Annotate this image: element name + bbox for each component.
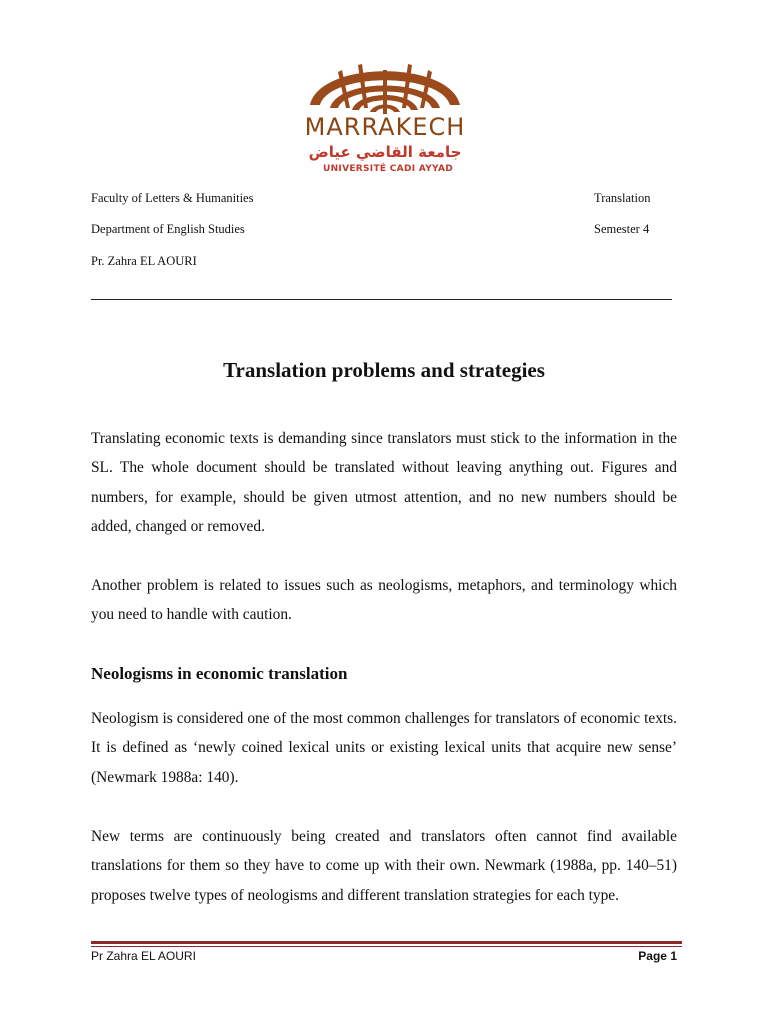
faculty-label: Faculty of Letters & Humanities bbox=[91, 191, 254, 205]
header-divider bbox=[91, 299, 672, 300]
section-heading: Neologisms in economic translation bbox=[91, 664, 348, 683]
paragraph-neologism-definition: Neologism is considered one of the most common challenges for translators of economic texts. It is defined as ‘newly coined lexical units or existing lexical units that acquire new sense’ (Newmark 1988a: 140). bbox=[91, 710, 677, 786]
footer-divider-thick bbox=[91, 941, 682, 944]
paragraph-problems: Another problem is related to issues such as neologisms, metaphors, and terminology which you need to handle with caution. bbox=[91, 577, 677, 624]
footer-divider-thin bbox=[91, 946, 682, 947]
footer-author: Pr Zahra EL AOURI bbox=[91, 949, 196, 963]
department-label: Department of English Studies bbox=[91, 222, 245, 236]
palm-emblem-icon bbox=[290, 50, 480, 120]
logo-wordmark: MARRAKECH bbox=[304, 113, 466, 141]
university-logo bbox=[290, 50, 480, 180]
semester-label: Semester 4 bbox=[594, 222, 650, 236]
footer-page-number: Page 1 bbox=[638, 949, 677, 963]
paragraph-neologism-strategies: New terms are continuously being created and translators often cannot find available translations for them so they have to come up with their own. Newmark (1988a, pp. 140–51) proposes twelve types of neologisms and different translation strategies for each type. bbox=[91, 828, 677, 904]
professor-label: Pr. Zahra EL AOURI bbox=[91, 254, 197, 268]
logo-university-name: UNIVERSITÉ CADI AYYAD bbox=[322, 164, 454, 174]
paragraph-intro: Translating economic texts is demanding since translators must stick to the information in the SL. The whole document should be translated without leaving anything out. Figures and numbers, for example, should be given utmost attention, and no new numbers should be added, changed or removed. bbox=[91, 430, 677, 535]
subject-label: Translation bbox=[594, 191, 651, 205]
page-title: Translation problems and strategies bbox=[223, 358, 545, 382]
logo-arabic-text: جامعة القاضي عياض bbox=[308, 143, 462, 161]
